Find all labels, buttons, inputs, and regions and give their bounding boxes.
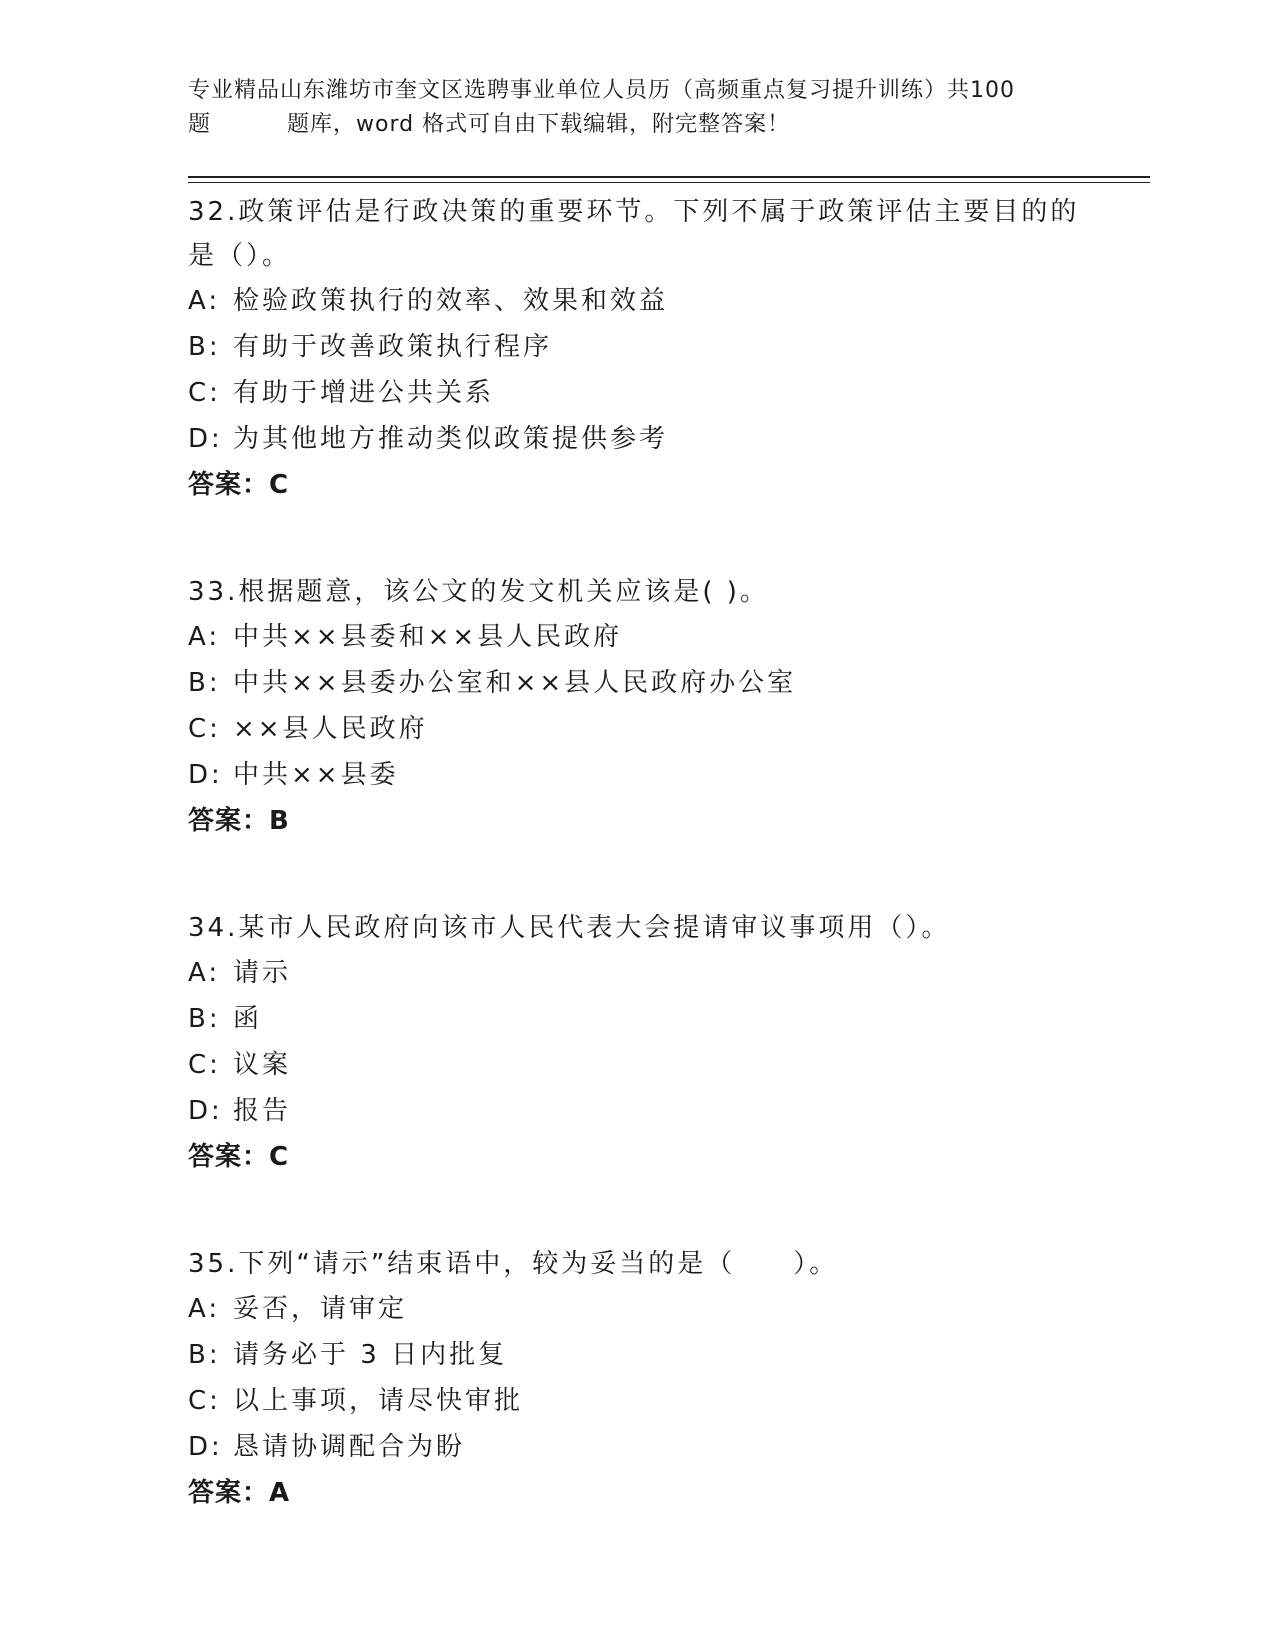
option-text: 检验政策执行的效率、效果和效益 [233,286,669,316]
option-key: D: [188,424,223,454]
question-stem: 33.根据题意，该公文的发文机关应该是( )。 [188,577,769,607]
option-text: 以上事项，请尽快审批 [233,1386,524,1416]
answer-line [188,798,1108,844]
option-text: 恳请协调配合为盼 [233,1432,466,1462]
option-b [188,660,1108,706]
option-a [188,614,1108,660]
option-key: C: [188,1386,221,1416]
option-key: B: [188,1340,221,1370]
answer-label: 答案： [188,470,270,500]
option-key: C: [188,378,221,408]
option-key: B: [188,668,221,698]
header-title-line-2-right: 题库，word 格式可自由下载编辑，附完整答案！ [287,112,791,137]
answer-value: A [269,1478,291,1508]
option-b [188,996,1108,1042]
answer-label: 答案： [188,1478,270,1508]
option-key: C: [188,714,221,744]
option-key: B: [188,1004,221,1034]
header-title-line-2-left: 题 [188,112,212,137]
option-b [188,1332,1108,1378]
answer-label: 答案： [188,806,270,836]
option-d [188,1088,1108,1134]
answer-line [188,1134,1108,1180]
option-d [188,1424,1108,1470]
header-divider-thick [188,176,1150,178]
option-key: D: [188,1432,223,1462]
document-header [188,74,1088,142]
answer-value: B [269,806,290,836]
option-key: A: [188,286,221,316]
answer-value: C [269,1142,290,1172]
option-b [188,324,1108,370]
option-text: 议案 [233,1050,292,1080]
option-text: 中共××县委和××县人民政府 [233,622,623,652]
question-stem: 35.下列“请示”结束语中，较为妥当的是（ ）。 [188,1249,839,1279]
option-text: 有助于改善政策执行程序 [233,332,553,362]
option-text: ××县人民政府 [233,714,428,744]
answer-value: C [269,470,290,500]
header-title-line-1: 专业精品山东潍坊市奎文区选聘事业单位人员历（高频重点复习提升训练）共100 [188,78,1015,103]
option-key: C: [188,1050,221,1080]
option-text: 妥否，请审定 [233,1294,408,1324]
option-text: 报告 [233,1096,292,1126]
option-a [188,1286,1108,1332]
option-c [188,1042,1108,1088]
question-list [188,190,1108,1578]
answer-line [188,462,1108,508]
option-key: D: [188,1096,223,1126]
question-33 [188,570,1108,844]
option-text: 中共××县委办公室和××县人民政府办公室 [233,668,797,698]
option-text: 请示 [233,958,292,988]
option-text: 请务必于 3 日内批复 [233,1340,508,1370]
option-key: A: [188,622,221,652]
option-c [188,370,1108,416]
header-divider-thin [188,182,1150,183]
option-c [188,1378,1108,1424]
option-key: A: [188,1294,221,1324]
question-34 [188,906,1108,1180]
question-35 [188,1242,1108,1516]
option-text: 为其他地方推动类似政策提供参考 [233,424,669,454]
question-stem: 34.某市人民政府向该市人民代表大会提请审议事项用（）。 [188,913,951,943]
question-stem: 32.政策评估是行政决策的重要环节。下列不属于政策评估主要目的的是（）。 [188,197,1080,271]
option-text: 中共××县委 [233,760,399,790]
option-key: B: [188,332,221,362]
option-d [188,752,1108,798]
question-32 [188,190,1108,508]
option-c [188,706,1108,752]
option-a [188,950,1108,996]
option-text: 函 [233,1004,263,1034]
option-key: A: [188,958,221,988]
option-key: D: [188,760,223,790]
answer-line [188,1470,1108,1516]
option-text: 有助于增进公共关系 [233,378,495,408]
option-a [188,278,1108,324]
header-title-line-2 [188,108,1088,142]
answer-label: 答案： [188,1142,270,1172]
option-d [188,416,1108,462]
